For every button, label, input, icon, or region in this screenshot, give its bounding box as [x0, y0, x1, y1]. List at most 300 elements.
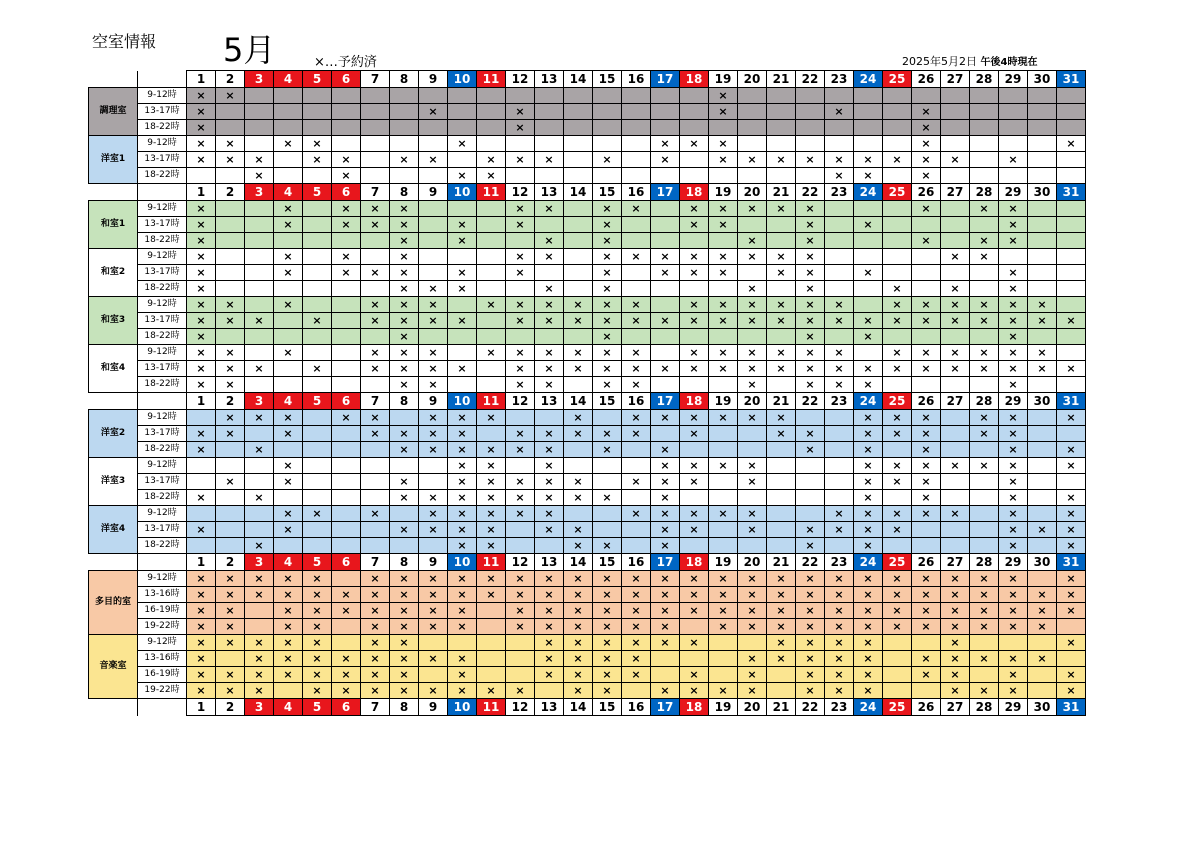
booked-cell: × — [854, 522, 883, 538]
day-header-row — [89, 71, 1086, 88]
booked-cell: × — [535, 587, 564, 603]
available-cell — [912, 635, 941, 651]
available-cell — [680, 233, 709, 249]
booked-cell: × — [506, 217, 535, 233]
booked-cell: × — [651, 136, 680, 152]
booked-cell: × — [796, 249, 825, 265]
time-slot-label: 9-12時 — [138, 201, 187, 217]
available-cell — [709, 442, 738, 458]
booked-cell: × — [883, 474, 912, 490]
available-cell — [303, 88, 332, 104]
booked-cell: × — [622, 426, 651, 442]
booked-cell: × — [535, 506, 564, 522]
booked-cell: × — [912, 297, 941, 313]
available-cell — [825, 265, 854, 281]
available-cell — [535, 538, 564, 554]
day-header-9: 9 — [419, 393, 448, 410]
booked-cell: × — [854, 683, 883, 699]
booked-cell: × — [1028, 587, 1057, 603]
day-header-22: 22 — [796, 393, 825, 410]
available-cell — [999, 104, 1028, 120]
available-cell — [825, 233, 854, 249]
day-header-13: 13 — [535, 393, 564, 410]
available-cell — [970, 377, 999, 393]
available-cell — [274, 281, 303, 297]
day-header-16: 16 — [622, 393, 651, 410]
booked-cell: × — [506, 426, 535, 442]
available-cell — [767, 458, 796, 474]
available-cell — [883, 490, 912, 506]
booked-cell: × — [999, 152, 1028, 168]
day-header-15: 15 — [593, 393, 622, 410]
day-header-2: 2 — [216, 393, 245, 410]
day-header-24: 24 — [854, 393, 883, 410]
available-cell — [622, 442, 651, 458]
booked-cell: × — [274, 603, 303, 619]
booked-cell: × — [738, 152, 767, 168]
booked-cell: × — [477, 506, 506, 522]
timestamp — [902, 53, 1037, 69]
day-header-3: 3 — [245, 184, 274, 201]
available-cell — [1057, 329, 1086, 345]
booked-cell: × — [622, 361, 651, 377]
available-cell — [419, 136, 448, 152]
available-cell — [1028, 410, 1057, 426]
booked-cell: × — [506, 265, 535, 281]
day-header-20: 20 — [738, 554, 767, 571]
available-cell — [709, 490, 738, 506]
available-cell — [883, 651, 912, 667]
available-cell — [941, 474, 970, 490]
day-header-11: 11 — [477, 393, 506, 410]
booked-cell: × — [796, 233, 825, 249]
day-header-19: 19 — [709, 393, 738, 410]
booked-cell: × — [361, 635, 390, 651]
available-cell — [564, 249, 593, 265]
booked-cell: × — [1057, 361, 1086, 377]
available-cell — [1028, 538, 1057, 554]
available-cell — [738, 329, 767, 345]
booked-cell: × — [564, 619, 593, 635]
booked-cell: × — [883, 426, 912, 442]
booked-cell: × — [303, 361, 332, 377]
booked-cell: × — [245, 587, 274, 603]
booked-cell: × — [187, 442, 216, 458]
booked-cell: × — [680, 136, 709, 152]
booked-cell: × — [419, 506, 448, 522]
booked-cell: × — [361, 313, 390, 329]
available-cell — [303, 345, 332, 361]
day-header-24: 24 — [854, 71, 883, 88]
booked-cell: × — [999, 410, 1028, 426]
available-cell — [651, 88, 680, 104]
slot-row — [89, 377, 1086, 393]
slot-row — [89, 168, 1086, 184]
header-blank — [89, 393, 138, 410]
booked-cell: × — [506, 201, 535, 217]
available-cell — [390, 410, 419, 426]
available-cell — [216, 522, 245, 538]
available-cell — [680, 619, 709, 635]
booked-cell: × — [535, 442, 564, 458]
available-cell — [825, 281, 854, 297]
available-cell — [1028, 168, 1057, 184]
available-cell — [1028, 426, 1057, 442]
booked-cell: × — [506, 313, 535, 329]
booked-cell: × — [651, 313, 680, 329]
day-header-30: 30 — [1028, 184, 1057, 201]
available-cell — [477, 361, 506, 377]
booked-cell: × — [419, 313, 448, 329]
available-cell — [941, 377, 970, 393]
available-cell — [912, 522, 941, 538]
booked-cell: × — [999, 426, 1028, 442]
available-cell — [1028, 249, 1057, 265]
booked-cell: × — [680, 506, 709, 522]
booked-cell: × — [680, 635, 709, 651]
booked-cell: × — [680, 603, 709, 619]
slot-row — [89, 442, 1086, 458]
available-cell — [390, 168, 419, 184]
booked-cell: × — [1057, 667, 1086, 683]
available-cell — [535, 329, 564, 345]
booked-cell: × — [854, 426, 883, 442]
booked-cell: × — [535, 667, 564, 683]
booked-cell: × — [535, 249, 564, 265]
booked-cell: × — [216, 88, 245, 104]
day-header-26: 26 — [912, 699, 941, 716]
available-cell — [912, 377, 941, 393]
available-cell — [651, 426, 680, 442]
available-cell — [738, 442, 767, 458]
time-slot-label: 18-22時 — [138, 168, 187, 184]
day-header-26: 26 — [912, 393, 941, 410]
booked-cell: × — [448, 538, 477, 554]
day-header-13: 13 — [535, 554, 564, 571]
day-header-6: 6 — [332, 71, 361, 88]
booked-cell: × — [738, 474, 767, 490]
day-header-21: 21 — [767, 554, 796, 571]
available-cell — [738, 168, 767, 184]
booked-cell: × — [593, 635, 622, 651]
booked-cell: × — [825, 377, 854, 393]
time-slot-label: 13-17時 — [138, 313, 187, 329]
day-header-11: 11 — [477, 184, 506, 201]
available-cell — [796, 120, 825, 136]
time-slot-label: 13-17時 — [138, 474, 187, 490]
booked-cell: × — [709, 249, 738, 265]
booked-cell: × — [477, 538, 506, 554]
available-cell — [245, 458, 274, 474]
booked-cell: × — [361, 426, 390, 442]
available-cell — [709, 667, 738, 683]
booked-cell: × — [390, 233, 419, 249]
booked-cell: × — [332, 683, 361, 699]
day-header-1: 1 — [187, 71, 216, 88]
slot-row — [89, 651, 1086, 667]
booked-cell: × — [854, 538, 883, 554]
available-cell — [564, 506, 593, 522]
day-header-25: 25 — [883, 393, 912, 410]
available-cell — [332, 104, 361, 120]
available-cell — [361, 281, 390, 297]
available-cell — [361, 233, 390, 249]
day-header-23: 23 — [825, 71, 854, 88]
booked-cell: × — [709, 361, 738, 377]
available-cell — [477, 377, 506, 393]
available-cell — [332, 442, 361, 458]
booked-cell: × — [303, 683, 332, 699]
available-cell — [245, 329, 274, 345]
time-slot-label: 9-12時 — [138, 571, 187, 587]
booked-cell: × — [448, 361, 477, 377]
day-header-22: 22 — [796, 699, 825, 716]
available-cell — [738, 88, 767, 104]
booked-cell: × — [506, 345, 535, 361]
available-cell — [216, 168, 245, 184]
booked-cell: × — [332, 410, 361, 426]
available-cell — [506, 233, 535, 249]
booked-cell: × — [912, 410, 941, 426]
booked-cell: × — [564, 538, 593, 554]
time-slot-label: 9-12時 — [138, 345, 187, 361]
available-cell — [361, 136, 390, 152]
booked-cell: × — [390, 249, 419, 265]
booked-cell: × — [622, 377, 651, 393]
booked-cell: × — [477, 490, 506, 506]
booked-cell: × — [999, 587, 1028, 603]
booked-cell: × — [709, 683, 738, 699]
booked-cell: × — [970, 426, 999, 442]
booked-cell: × — [535, 281, 564, 297]
booked-cell: × — [1057, 410, 1086, 426]
available-cell — [796, 104, 825, 120]
booked-cell: × — [274, 136, 303, 152]
available-cell — [912, 249, 941, 265]
day-header-18: 18 — [680, 699, 709, 716]
slot-row — [89, 329, 1086, 345]
time-slot-label: 13-17時 — [138, 426, 187, 442]
booked-cell: × — [390, 313, 419, 329]
available-cell — [245, 136, 274, 152]
available-cell — [274, 313, 303, 329]
booked-cell: × — [680, 571, 709, 587]
booked-cell: × — [738, 603, 767, 619]
booked-cell: × — [1028, 522, 1057, 538]
available-cell — [506, 538, 535, 554]
booked-cell: × — [651, 635, 680, 651]
booked-cell: × — [854, 571, 883, 587]
slot-row — [89, 217, 1086, 233]
available-cell — [448, 201, 477, 217]
available-cell — [564, 217, 593, 233]
available-cell — [970, 490, 999, 506]
booked-cell: × — [448, 667, 477, 683]
booked-cell: × — [999, 345, 1028, 361]
booked-cell: × — [361, 603, 390, 619]
available-cell — [361, 168, 390, 184]
available-cell — [477, 217, 506, 233]
booked-cell: × — [245, 538, 274, 554]
booked-cell: × — [767, 587, 796, 603]
day-header-15: 15 — [593, 184, 622, 201]
booked-cell: × — [970, 410, 999, 426]
booked-cell: × — [593, 361, 622, 377]
booked-cell: × — [187, 587, 216, 603]
day-header-9: 9 — [419, 699, 448, 716]
booked-cell: × — [941, 458, 970, 474]
available-cell — [651, 104, 680, 120]
booked-cell: × — [216, 474, 245, 490]
booked-cell: × — [1028, 361, 1057, 377]
day-header-21: 21 — [767, 699, 796, 716]
booked-cell: × — [448, 458, 477, 474]
booked-cell: × — [796, 538, 825, 554]
booked-cell: × — [854, 168, 883, 184]
booked-cell: × — [883, 587, 912, 603]
booked-cell: × — [390, 281, 419, 297]
booked-cell: × — [535, 522, 564, 538]
booked-cell: × — [274, 587, 303, 603]
available-cell — [854, 201, 883, 217]
booked-cell: × — [477, 571, 506, 587]
booked-cell: × — [941, 152, 970, 168]
booked-cell: × — [361, 410, 390, 426]
booked-cell: × — [883, 152, 912, 168]
available-cell — [825, 249, 854, 265]
available-cell — [883, 217, 912, 233]
booked-cell: × — [216, 345, 245, 361]
available-cell — [535, 217, 564, 233]
day-header-30: 30 — [1028, 393, 1057, 410]
available-cell — [216, 233, 245, 249]
booked-cell: × — [419, 587, 448, 603]
booked-cell: × — [941, 635, 970, 651]
booked-cell: × — [970, 651, 999, 667]
day-header-1: 1 — [187, 554, 216, 571]
booked-cell: × — [912, 651, 941, 667]
header-blank — [138, 554, 187, 571]
booked-cell: × — [1057, 683, 1086, 699]
available-cell — [1057, 426, 1086, 442]
day-header-8: 8 — [390, 393, 419, 410]
available-cell — [1028, 152, 1057, 168]
day-header-16: 16 — [622, 71, 651, 88]
available-cell — [767, 233, 796, 249]
booked-cell: × — [680, 345, 709, 361]
booked-cell: × — [883, 297, 912, 313]
day-header-20: 20 — [738, 699, 767, 716]
booked-cell: × — [390, 426, 419, 442]
booked-cell: × — [651, 619, 680, 635]
available-cell — [970, 152, 999, 168]
available-cell — [738, 104, 767, 120]
day-header-28: 28 — [970, 554, 999, 571]
booked-cell: × — [796, 377, 825, 393]
booked-cell: × — [535, 297, 564, 313]
booked-cell: × — [245, 313, 274, 329]
booked-cell: × — [448, 603, 477, 619]
day-header-11: 11 — [477, 699, 506, 716]
booked-cell: × — [187, 297, 216, 313]
slot-row — [89, 201, 1086, 217]
available-cell — [709, 651, 738, 667]
day-header-12: 12 — [506, 71, 535, 88]
booked-cell: × — [564, 651, 593, 667]
booked-cell: × — [680, 683, 709, 699]
available-cell — [564, 104, 593, 120]
booked-cell: × — [912, 587, 941, 603]
available-cell — [506, 88, 535, 104]
slot-row — [89, 458, 1086, 474]
day-header-31: 31 — [1057, 184, 1086, 201]
day-header-17: 17 — [651, 184, 680, 201]
booked-cell: × — [564, 361, 593, 377]
time-slot-label: 18-22時 — [138, 329, 187, 345]
booked-cell: × — [506, 587, 535, 603]
booked-cell: × — [825, 619, 854, 635]
available-cell — [303, 217, 332, 233]
available-cell — [332, 120, 361, 136]
booked-cell: × — [245, 410, 274, 426]
available-cell — [622, 265, 651, 281]
booked-cell: × — [245, 571, 274, 587]
available-cell — [999, 635, 1028, 651]
booked-cell: × — [390, 265, 419, 281]
available-cell — [274, 120, 303, 136]
booked-cell: × — [651, 587, 680, 603]
booked-cell: × — [999, 233, 1028, 249]
available-cell — [912, 329, 941, 345]
day-header-20: 20 — [738, 184, 767, 201]
booked-cell: × — [796, 361, 825, 377]
booked-cell: × — [970, 345, 999, 361]
day-header-12: 12 — [506, 184, 535, 201]
booked-cell: × — [970, 233, 999, 249]
booked-cell: × — [390, 651, 419, 667]
day-header-28: 28 — [970, 393, 999, 410]
available-cell — [303, 168, 332, 184]
booked-cell: × — [477, 587, 506, 603]
booked-cell: × — [883, 345, 912, 361]
available-cell — [332, 88, 361, 104]
booked-cell: × — [1057, 522, 1086, 538]
booked-cell: × — [245, 490, 274, 506]
available-cell — [274, 538, 303, 554]
booked-cell: × — [999, 667, 1028, 683]
available-cell — [187, 538, 216, 554]
slot-row — [89, 233, 1086, 249]
booked-cell: × — [506, 683, 535, 699]
available-cell — [1028, 120, 1057, 136]
available-cell — [361, 377, 390, 393]
booked-cell: × — [651, 522, 680, 538]
time-slot-label: 13-16時 — [138, 587, 187, 603]
day-header-29: 29 — [999, 699, 1028, 716]
booked-cell: × — [1057, 490, 1086, 506]
available-cell — [970, 667, 999, 683]
booked-cell: × — [332, 587, 361, 603]
booked-cell: × — [361, 217, 390, 233]
booked-cell: × — [303, 651, 332, 667]
day-header-10: 10 — [448, 554, 477, 571]
slot-row — [89, 120, 1086, 136]
available-cell — [1028, 506, 1057, 522]
available-cell — [216, 442, 245, 458]
booked-cell: × — [506, 297, 535, 313]
booked-cell: × — [506, 490, 535, 506]
booked-cell: × — [361, 361, 390, 377]
